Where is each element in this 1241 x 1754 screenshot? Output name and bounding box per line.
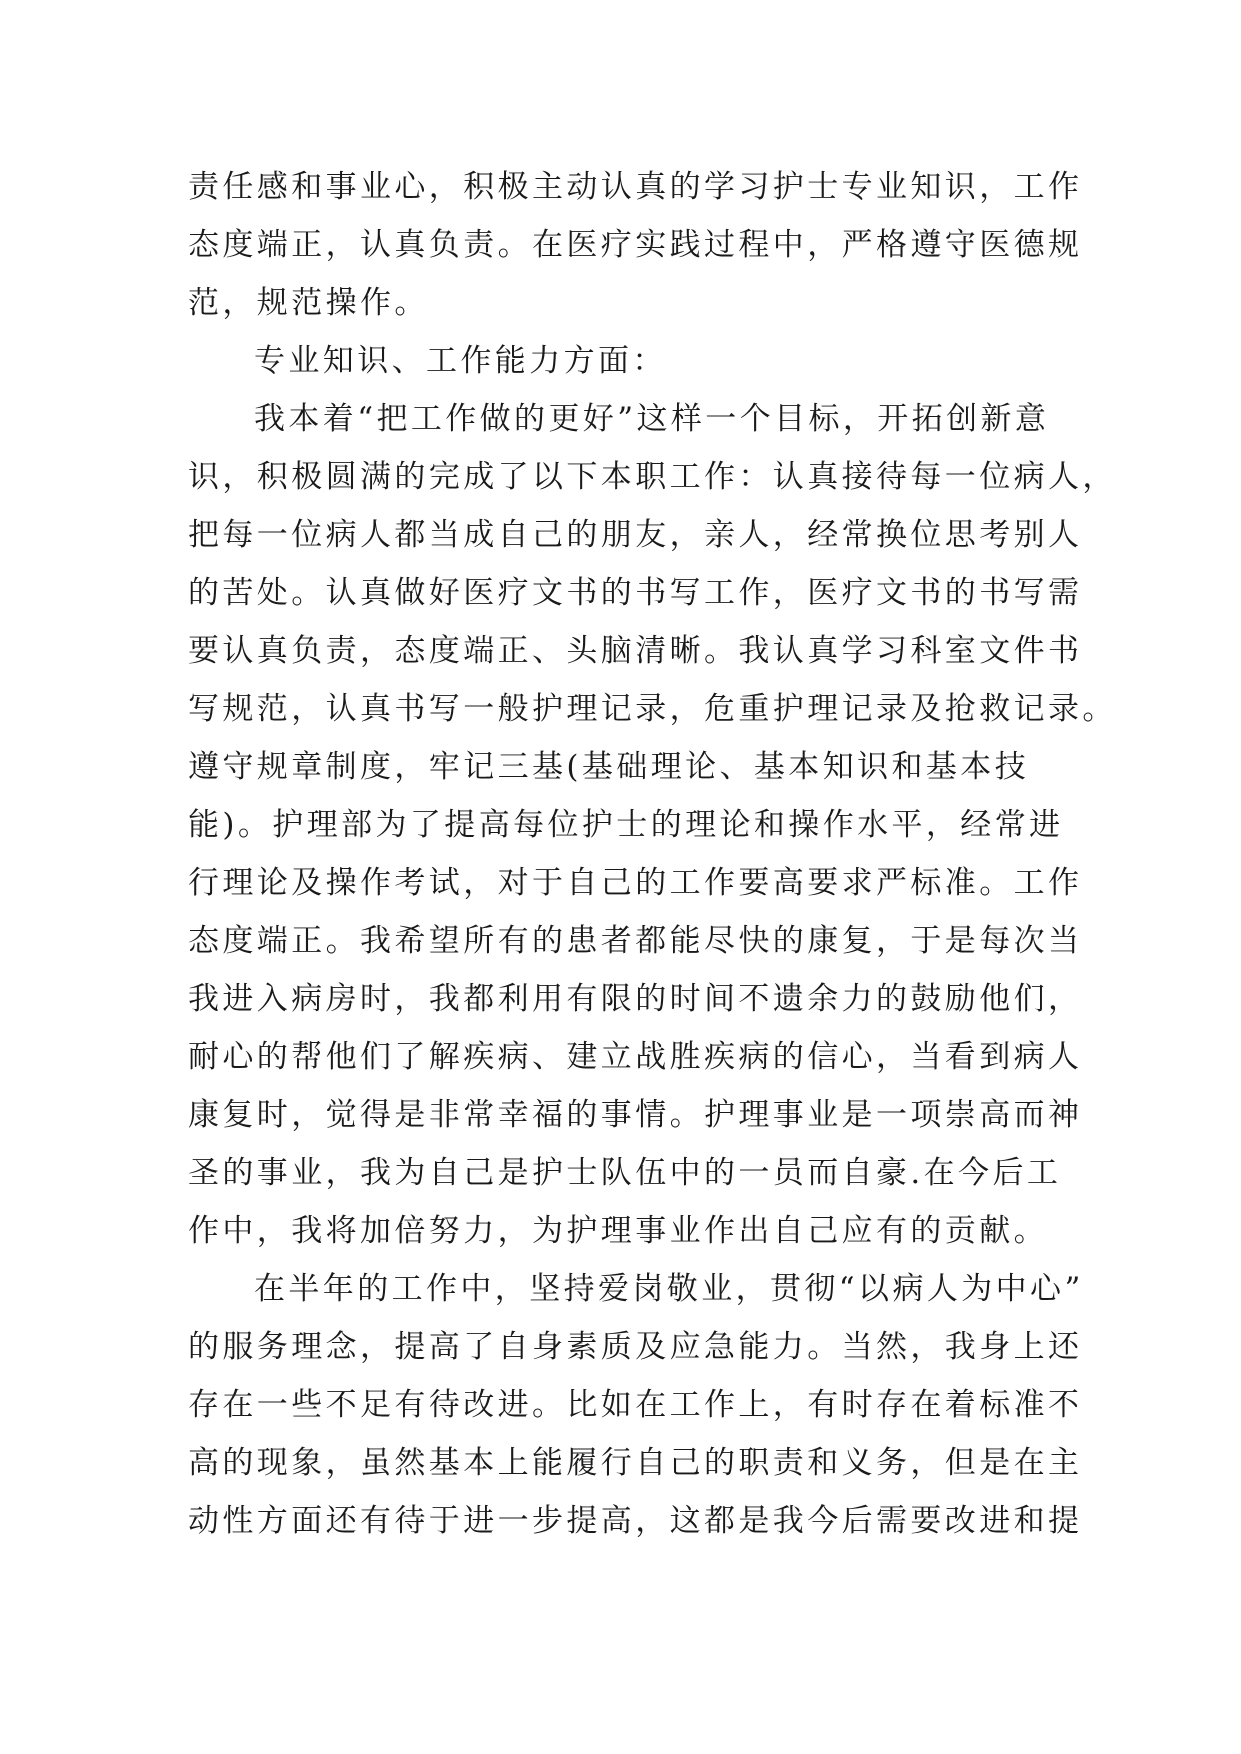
- text-line: 识，积极圆满的完成了以下本职工作：认真接待每一位病人，: [188, 459, 1117, 495]
- text-line: 的服务理念，提高了自身素质及应急能力。当然，我身上还: [188, 1329, 1083, 1365]
- text-line: 态度端正，认真负责。在医疗实践过程中，严格遵守医德规: [188, 227, 1083, 263]
- text-line: 在半年的工作中，坚持爱岗敬业，贯彻“以病人为中心”: [254, 1271, 1084, 1307]
- text-line: 动性方面还有待于进一步提高，这都是我今后需要改进和提: [188, 1503, 1083, 1539]
- text-line: 范，规范操作。: [188, 285, 429, 321]
- text-line: 责任感和事业心，积极主动认真的学习护士专业知识，工作: [188, 169, 1083, 205]
- text-line: 高的现象，虽然基本上能履行自己的职责和义务，但是在主: [188, 1445, 1083, 1481]
- text-line: 行理论及操作考试，对于自己的工作要高要求严标准。工作: [188, 865, 1083, 901]
- text-line: 存在一些不足有待改进。比如在工作上，有时存在着标准不: [188, 1387, 1083, 1423]
- text-line: 康复时，觉得是非常幸福的事情。护理事业是一项崇高而神: [188, 1097, 1083, 1133]
- section-heading: 专业知识、工作能力方面：: [254, 343, 667, 379]
- text-line: 圣的事业，我为自己是护士队伍中的一员而自豪.在今后工: [188, 1155, 1062, 1191]
- text-line: 态度端正。我希望所有的患者都能尽快的康复，于是每次当: [188, 923, 1083, 959]
- text-line: 我进入病房时，我都利用有限的时间不遗余力的鼓励他们，: [188, 981, 1083, 1017]
- document-body: [188, 158, 1117, 1550]
- text-line: 能)。护理部为了提高每位护士的理论和操作水平，经常进: [188, 807, 1064, 843]
- text-line: 把每一位病人都当成自己的朋友，亲人，经常换位思考别人: [188, 517, 1083, 553]
- text-line: 我本着“把工作做的更好”这样一个目标，开拓创新意: [254, 401, 1050, 437]
- text-line: 遵守规章制度，牢记三基(基础理论、基本知识和基本技: [188, 749, 1030, 785]
- text-line: 的苦处。认真做好医疗文书的书写工作，医疗文书的书写需: [188, 575, 1083, 611]
- text-line: 耐心的帮他们了解疾病、建立战胜疾病的信心，当看到病人: [188, 1039, 1083, 1075]
- text-line: 作中，我将加倍努力，为护理事业作出自己应有的贡献。: [188, 1213, 1048, 1249]
- text-line: 要认真负责，态度端正、头脑清晰。我认真学习科室文件书: [188, 633, 1083, 669]
- text-line: 写规范，认真书写一般护理记录，危重护理记录及抢救记录。: [188, 691, 1117, 727]
